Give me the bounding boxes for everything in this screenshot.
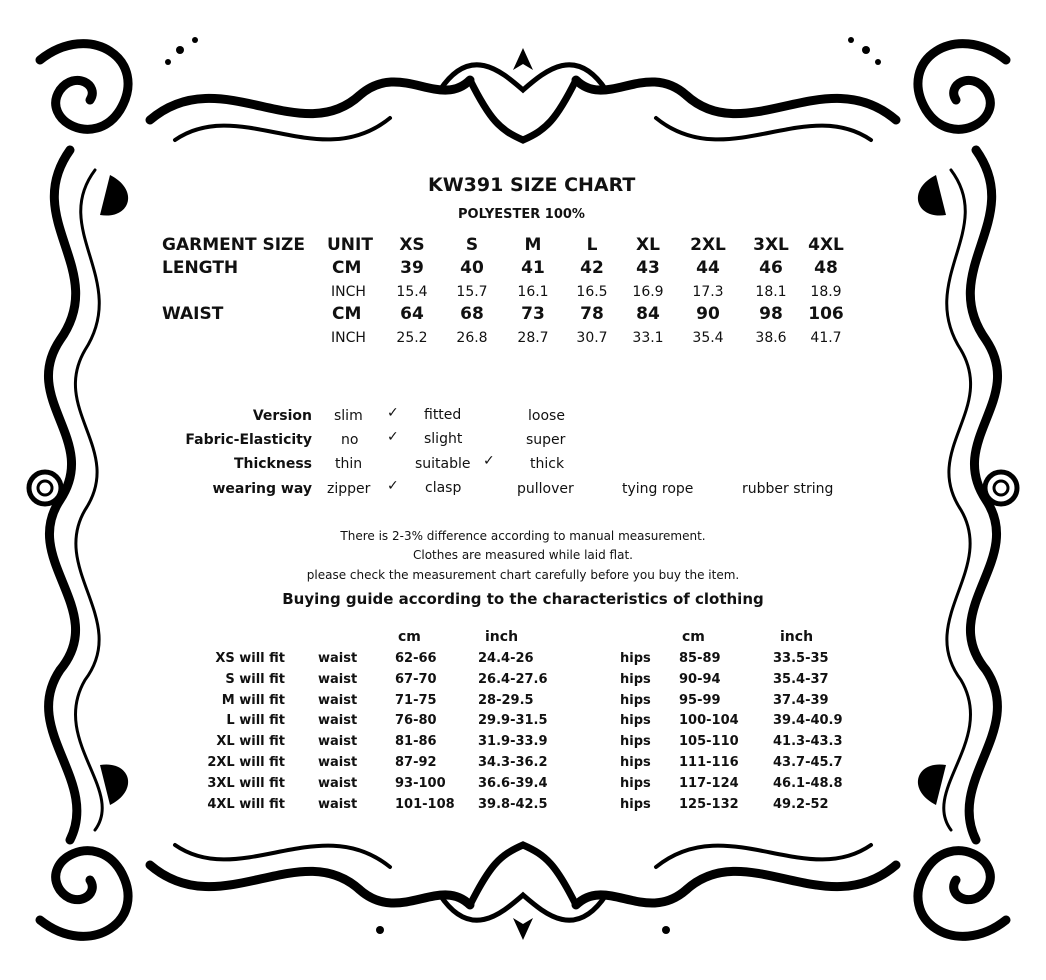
cm-range: 117-124 [679,776,739,791]
waist-cm-value: 98 [759,304,783,324]
length-inch-value: 17.3 [692,284,724,300]
measure-part: waist [318,651,358,666]
unit-inch: INCH [331,330,366,346]
size-header: XL [636,235,660,255]
fit-label: 3XL will fit [207,776,285,791]
thickness-option: thin [335,456,363,472]
inch-range: 37.4-39 [773,693,829,708]
fit-label: S will fit [225,672,285,687]
measure-part: waist [318,734,358,749]
length-label: LENGTH [162,258,239,278]
waist-inch-value: 35.4 [692,330,724,346]
unit-cm: CM [332,258,362,278]
cm-range: 100-104 [679,713,739,728]
guide-inch-header: inch [780,629,814,645]
wearing-way-label: wearing way [212,481,312,497]
length-inch-value: 16.9 [632,284,664,300]
length-inch-value: 18.1 [755,284,787,300]
elasticity-option: super [526,432,566,448]
size-header: S [465,235,479,255]
waist-inch-value: 26.8 [456,330,488,346]
size-header: 4XL [808,235,844,255]
length-cm-value: 46 [759,258,783,278]
check-mark-icon: ✓ [387,405,399,421]
waist-label: WAIST [162,304,224,324]
cm-range: 87-92 [395,755,437,770]
inch-range: 49.2-52 [773,797,829,812]
size-header: L [586,235,598,255]
waist-cm-value: 68 [460,304,484,324]
inch-range: 41.3-43.3 [773,734,843,749]
waist-cm-value: 64 [400,304,424,324]
unit-cm: CM [332,304,362,324]
cm-range: 71-75 [395,693,437,708]
inch-range: 43.7-45.7 [773,755,843,770]
length-cm-value: 43 [636,258,660,278]
cm-range: 93-100 [395,776,446,791]
measure-part: waist [318,672,358,687]
note-line: Clothes are measured while laid flat. [413,548,633,562]
fit-label: XS will fit [215,651,285,666]
thickness-option: thick [530,456,565,472]
size-header: M [524,235,542,255]
inch-range: 28-29.5 [478,693,534,708]
inch-range: 46.1-48.8 [773,776,843,791]
inch-range: 26.4-27.6 [478,672,548,687]
length-cm-value: 40 [460,258,484,278]
guide-cm-header: cm [682,629,705,645]
size-header: 3XL [753,235,789,255]
cm-range: 81-86 [395,734,437,749]
length-inch-value: 18.9 [810,284,842,300]
thickness-option: suitable [415,456,471,472]
waist-cm-value: 78 [580,304,604,324]
wearing-way-option: rubber string [742,481,834,497]
cm-range: 76-80 [395,713,437,728]
fit-label: 2XL will fit [207,755,285,770]
inch-range: 34.3-36.2 [478,755,548,770]
cm-range: 85-89 [679,651,721,666]
waist-inch-value: 41.7 [810,330,842,346]
check-mark-icon: ✓ [483,453,495,469]
fit-label: M will fit [221,693,285,708]
measure-part: hips [620,797,651,812]
fit-label: XL will fit [216,734,285,749]
measure-part: hips [620,672,651,687]
measure-part: hips [620,713,651,728]
measure-part: hips [620,651,651,666]
measure-part: waist [318,797,358,812]
garment-size-header: GARMENT SIZE [162,235,305,255]
wearing-way-option: zipper [327,481,371,497]
waist-inch-value: 25.2 [396,330,428,346]
guide-cm-header: cm [398,629,421,645]
size-header: XS [399,235,425,255]
waist-cm-value: 106 [808,304,844,324]
measure-part: waist [318,693,358,708]
length-cm-value: 44 [696,258,720,278]
size-header: 2XL [690,235,726,255]
length-cm-value: 39 [400,258,424,278]
fit-label: 4XL will fit [207,797,285,812]
material-label: POLYESTER 100% [458,207,585,222]
inch-range: 35.4-37 [773,672,829,687]
version-option: fitted [424,407,462,423]
inch-range: 33.5-35 [773,651,829,666]
note-line: please check the measurement chart carefully before you buy the item. [306,568,740,582]
cm-range: 101-108 [395,797,455,812]
length-inch-value: 16.1 [517,284,549,300]
elasticity-option: no [341,432,359,448]
inch-range: 24.4-26 [478,651,534,666]
fit-label: L will fit [226,713,285,728]
note-line: There is 2-3% difference according to manual measurement. [340,529,706,543]
measure-part: waist [318,776,358,791]
inch-range: 29.9-31.5 [478,713,548,728]
cm-range: 95-99 [679,693,721,708]
measure-part: hips [620,693,651,708]
guide-inch-header: inch [485,629,519,645]
thickness-label: Thickness [233,456,312,472]
waist-inch-value: 30.7 [576,330,608,346]
chart-title: KW391 SIZE CHART [428,174,636,196]
waist-inch-value: 38.6 [755,330,787,346]
cm-range: 111-116 [679,755,739,770]
length-inch-value: 16.5 [576,284,608,300]
cm-range: 105-110 [679,734,739,749]
cm-range: 67-70 [395,672,437,687]
unit-inch: INCH [331,284,366,300]
length-cm-value: 48 [814,258,838,278]
length-cm-value: 41 [521,258,545,278]
measure-part: hips [620,734,651,749]
unit-header: UNIT [327,235,373,255]
elasticity-label: Fabric-Elasticity [185,432,312,448]
version-label: Version [252,408,312,424]
inch-range: 39.8-42.5 [478,797,548,812]
check-mark-icon: ✓ [387,429,399,445]
cm-range: 90-94 [679,672,721,687]
elasticity-option: slight [424,431,463,447]
check-mark-icon: ✓ [387,478,399,494]
waist-cm-value: 73 [521,304,545,324]
version-option: slim [334,408,363,424]
measure-part: hips [620,776,651,791]
measure-part: hips [620,755,651,770]
buying-guide-heading: Buying guide according to the characteristics of clothing [282,590,764,608]
waist-inch-value: 28.7 [517,330,549,346]
inch-range: 39.4-40.9 [773,713,843,728]
cm-range: 125-132 [679,797,739,812]
wearing-way-option: clasp [425,480,462,496]
wearing-way-option: tying rope [622,481,694,497]
cm-range: 62-66 [395,651,437,666]
length-inch-value: 15.4 [396,284,428,300]
waist-cm-value: 84 [636,304,660,324]
inch-range: 31.9-33.9 [478,734,548,749]
measure-part: waist [318,755,358,770]
waist-inch-value: 33.1 [632,330,664,346]
inch-range: 36.6-39.4 [478,776,548,791]
waist-cm-value: 90 [696,304,720,324]
wearing-way-option: pullover [517,481,574,497]
length-cm-value: 42 [580,258,604,278]
version-option: loose [528,408,565,424]
measure-part: waist [318,713,358,728]
length-inch-value: 15.7 [456,284,488,300]
